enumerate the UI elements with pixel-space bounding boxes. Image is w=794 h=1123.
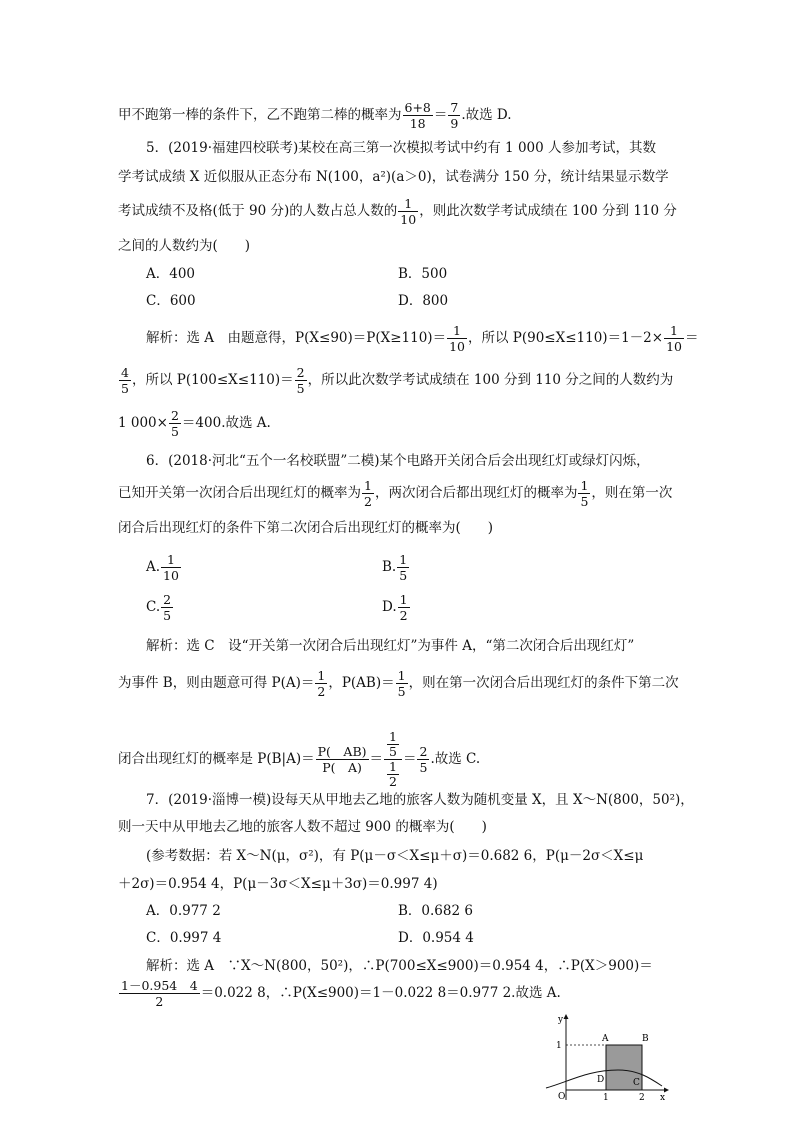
origin-label: O — [558, 1092, 566, 1102]
q5-line-1: 5．(2019·福建四校联考)某校在高三第一次模拟考试中约有 1 000 人参加考试，其数 — [146, 140, 656, 156]
q6-option-d: D. $\frac{1}{2}$ — [382, 592, 408, 623]
q5-option-b: B．500 — [398, 266, 448, 282]
q5-option-d: D．800 — [398, 293, 449, 309]
q6-option-b: B. $\frac{1}{5}$ — [382, 552, 408, 583]
q7-line-3: (参考数据：若 X～N(μ，σ²)，有 P(μ－σ＜X≤μ＋σ)＝0.682 6，P(μ－2σ＜X≤μ — [146, 848, 644, 864]
point-label-a: A — [602, 1034, 609, 1044]
q5-option-a: A．400 — [146, 266, 196, 282]
axis-label-x: x — [660, 1093, 666, 1103]
q7-option-a: A．0.977 2 — [146, 903, 221, 919]
point-label-b: B — [642, 1034, 649, 1044]
text-line: 甲不跑第一棒的条件下，乙不跑第二棒的概率为 $\frac{6+8}{18}$ ＝ $\frac{7}{9}$ .故选 D. — [118, 100, 512, 131]
q5-line-3: 考试成绩不及格(低于 90 分)的人数占总人数的 $\frac{1}{10}$ ，则此次数学考试成绩在 100 分到 110 分 — [118, 196, 677, 227]
q6-solution-3: 闭合出现红灯的概率是 P(B|A)＝ $\frac{P( AB)}{P( A)}$ ＝ $\frac{\frac{1}{5}}{\frac{1}{2}}$ ＝ $\frac{2}{5}$ .故选 C. — [118, 729, 481, 789]
coordinate-figure — [538, 1012, 670, 1104]
q7-solution-1: 解析：选 A ∵X～N(800，50²)，∴P(700≤X≤900)＝0.954 4，∴P(X＞900)＝ — [146, 958, 653, 974]
q6-line-2: 已知开关第一次闭合后出现红灯的概率为 $\frac{1}{2}$ ，两次闭合后都出现红灯的概率为 $\frac{1}{5}$ ，则在第一次 — [118, 478, 673, 509]
tick-label-1y: 1 — [556, 1041, 562, 1051]
q5-option-c: C．600 — [146, 293, 196, 309]
q6-option-c: C. $\frac{2}{5}$ — [146, 592, 172, 623]
q7-option-b: B．0.682 6 — [398, 903, 473, 919]
q5-line-2: 学考试成绩 X 近似服从正态分布 N(100，a²)(a＞0)，试卷满分 150 分，统计结果显示数学 — [118, 169, 669, 185]
q5-line-4: 之间的人数约为( ) — [118, 238, 251, 254]
q5-solution-1: 解析：选 A 由题意得，P(X≤90)＝P(X≥110)＝ $\frac{1}{10}$ ，所以 P(90≤X≤110)＝1－2× $\frac{1}{10}$ ＝ — [146, 323, 699, 354]
fraction: $\frac{6+8}{18}$ — [404, 100, 431, 131]
point-label-d: D — [597, 1075, 605, 1085]
q7-option-c: C．0.997 4 — [146, 930, 222, 946]
fraction: $\frac{7}{9}$ — [450, 100, 459, 131]
axis-label-y: y — [558, 1015, 564, 1025]
q6-option-a: A. $\frac{1}{10}$ — [146, 552, 179, 583]
q5-solution-3: 1 000× $\frac{2}{5}$ ＝400.故选 A. — [118, 408, 271, 439]
q6-line-3: 闭合后出现红灯的条件下第二次闭合后出现红灯的概率为( ) — [118, 520, 494, 536]
q7-option-d: D．0.954 4 — [398, 930, 474, 946]
q7-line-1: 7．(2019·淄博一模)设每天从甲地去乙地的旅客人数为随机变量 X，且 X～N(800，50²)， — [146, 792, 694, 808]
tick-label-2x: 2 — [639, 1093, 645, 1103]
q6-solution-2: 为事件 B，则由题意可得 P(A)＝ $\frac{1}{2}$ ，P(AB)＝ $\frac{1}{5}$ ，则在第一次闭合后出现红灯的条件下第二次 — [118, 668, 679, 699]
q7-line-4: ＋2σ)＝0.954 4，P(μ－3σ＜X≤μ＋3σ)＝0.997 4) — [118, 876, 438, 892]
tick-label-1x: 1 — [603, 1093, 609, 1103]
q5-solution-2: $\frac{4}{5}$ ，所以 P(100≤X≤110)＝ $\frac{2}{5}$ ，所以此次数学考试成绩在 100 分到 110 分之间的人数约为 — [121, 365, 674, 396]
q7-solution-2: $\frac{1-0.954 4}{2}$ ＝0.022 8，∴P(X≤900)＝1－0.022 8＝0.977 2.故选 A. — [121, 978, 561, 1009]
q6-line-1: 6．(2018·河北“五个一名校联盟”二模)某个电路开关闭合后会出现红灯或绿灯闪烁， — [146, 453, 650, 469]
q7-line-2: 则一天中从甲地去乙地的旅客人数不超过 900 的概率为( ) — [118, 819, 487, 835]
q6-solution-1: 解析：选 C 设“开关第一次闭合后出现红灯”为事件 A，“第二次闭合后出现红灯” — [146, 638, 635, 654]
point-label-c: C — [633, 1078, 640, 1088]
